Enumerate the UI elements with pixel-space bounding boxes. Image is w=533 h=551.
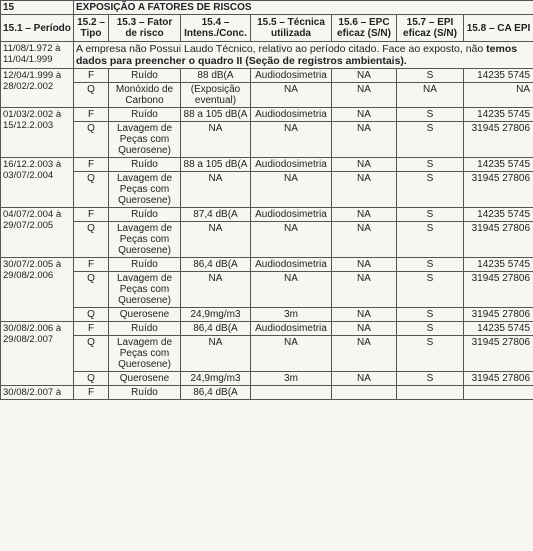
cell-tipo: F: [74, 258, 109, 272]
table-row-partial: [1, 386, 533, 400]
cell-tipo: Q: [74, 222, 109, 258]
cell-epi: S: [397, 108, 464, 122]
column-header-row: [1, 15, 533, 42]
cell-epc: NA: [332, 83, 397, 108]
table-row: [1, 172, 533, 208]
cell-tipo: Q: [74, 172, 109, 208]
col-header-tipo: 15.2 – Tipo: [74, 15, 109, 42]
col-header-intensidade: 15.4 – Intens./Conc.: [181, 15, 251, 42]
cell-intensidade: 88 a 105 dB(A: [181, 158, 251, 172]
cell-tecnica: NA: [251, 83, 332, 108]
note-text-bold: temos dados para preencher o quadro II (Seção de registros ambientais).: [76, 43, 518, 67]
cell-intensidade: NA: [181, 272, 251, 308]
cell-epi: S: [397, 172, 464, 208]
cell-intensidade: 87,4 dB(A: [181, 208, 251, 222]
cell-tipo: Q: [74, 308, 109, 322]
cell-epc: NA: [332, 69, 397, 83]
cell-epc: NA: [332, 372, 397, 386]
note-period: 11/08/1.972 à 11/04/1.999: [1, 42, 74, 69]
cell-intensidade: 88 a 105 dB(A: [181, 108, 251, 122]
cell-ca-epi: 31945 27806: [464, 372, 533, 386]
table-row: [1, 272, 533, 308]
table-row: [1, 322, 533, 336]
cell-periodo: 16/12.2.003 à 03/07/2.004: [1, 158, 74, 208]
cell-epc: NA: [332, 158, 397, 172]
cell-fator: Ruído: [109, 386, 181, 400]
cell-epc: NA: [332, 222, 397, 258]
cell-intensidade: NA: [181, 222, 251, 258]
cell-fator: Monóxido de Carbono: [109, 83, 181, 108]
cell-fator: Ruído: [109, 108, 181, 122]
cell-epi: S: [397, 272, 464, 308]
cell-epi: S: [397, 322, 464, 336]
cell-tecnica: NA: [251, 122, 332, 158]
cell-empty: [397, 386, 464, 400]
cell-epi: S: [397, 308, 464, 322]
cell-epi: S: [397, 336, 464, 372]
cell-fator: Ruído: [109, 258, 181, 272]
cell-ca-epi: 31945 27806: [464, 172, 533, 208]
cell-periodo: 30/07/2.005 à 29/08/2.006: [1, 258, 74, 322]
table-row: [1, 83, 533, 108]
cell-tipo: Q: [74, 83, 109, 108]
table-row: [1, 336, 533, 372]
cell-epc: NA: [332, 172, 397, 208]
cell-epc: NA: [332, 272, 397, 308]
cell-epi: S: [397, 158, 464, 172]
cell-tipo: F: [74, 69, 109, 83]
cell-fator: Ruído: [109, 158, 181, 172]
cell-ca-epi: 14235 5745: [464, 258, 533, 272]
cell-intensidade: 86,4 dB(A: [181, 386, 251, 400]
cell-empty: [251, 386, 332, 400]
cell-tecnica: NA: [251, 222, 332, 258]
cell-ca-epi: 31945 27806: [464, 222, 533, 258]
cell-fator: Lavagem de Peças com Querosene): [109, 272, 181, 308]
cell-tecnica: 3m: [251, 308, 332, 322]
cell-tecnica: NA: [251, 336, 332, 372]
cell-intensidade: 88 dB(A: [181, 69, 251, 83]
cell-fator: Ruído: [109, 322, 181, 336]
cell-ca-epi: 31945 27806: [464, 272, 533, 308]
table-row: [1, 122, 533, 158]
cell-epc: NA: [332, 108, 397, 122]
cell-fator: Ruído: [109, 208, 181, 222]
col-header-ca-epi: 15.8 – CA EPI: [464, 15, 533, 42]
cell-tipo: F: [74, 108, 109, 122]
cell-tipo: F: [74, 322, 109, 336]
cell-ca-epi: 14235 5745: [464, 208, 533, 222]
col-header-epc: 15.6 – EPC eficaz (S/N): [332, 15, 397, 42]
cell-intensidade: 86,4 dB(A: [181, 258, 251, 272]
cell-tecnica: Audiodosimetria: [251, 208, 332, 222]
cell-periodo: 30/08/2.007 à: [1, 386, 74, 400]
cell-epc: NA: [332, 122, 397, 158]
cell-empty: [464, 386, 533, 400]
cell-tipo: F: [74, 208, 109, 222]
cell-ca-epi: 31945 27806: [464, 122, 533, 158]
cell-fator: Lavagem de Peças com Querosene): [109, 336, 181, 372]
section-header-row: [1, 1, 533, 15]
cell-intensidade: NA: [181, 336, 251, 372]
cell-fator: Lavagem de Peças com Querosene): [109, 222, 181, 258]
cell-epc: NA: [332, 208, 397, 222]
cell-tecnica: Audiodosimetria: [251, 158, 332, 172]
col-header-epi: 15.7 – EPI eficaz (S/N): [397, 15, 464, 42]
cell-periodo: 30/08/2.006 à 29/08/2.007: [1, 322, 74, 386]
col-header-fator: 15.3 – Fator de risco: [109, 15, 181, 42]
table-row: [1, 69, 533, 83]
cell-tipo: F: [74, 158, 109, 172]
table-body: [1, 42, 533, 400]
table-row: [1, 372, 533, 386]
cell-intensidade: 86,4 dB(A: [181, 322, 251, 336]
col-header-periodo: 15.1 – Período: [1, 15, 74, 42]
cell-tecnica: 3m: [251, 372, 332, 386]
cell-intensidade: 24,9mg/m3: [181, 372, 251, 386]
cell-fator: Lavagem de Peças com Querosene): [109, 172, 181, 208]
cell-epc: NA: [332, 308, 397, 322]
cell-tecnica: Audiodosimetria: [251, 258, 332, 272]
cell-ca-epi: 14235 5745: [464, 69, 533, 83]
cell-tecnica: Audiodosimetria: [251, 108, 332, 122]
cell-epi: S: [397, 258, 464, 272]
cell-fator: Lavagem de Peças com Querosene): [109, 122, 181, 158]
cell-fator: Ruído: [109, 69, 181, 83]
cell-periodo: 12/04/1.999 à 28/02/2.002: [1, 69, 74, 108]
section-title: EXPOSIÇÃO A FATORES DE RISCOS: [74, 1, 533, 15]
cell-fator: Querosene: [109, 372, 181, 386]
cell-ca-epi: 14235 5745: [464, 108, 533, 122]
cell-epc: NA: [332, 336, 397, 372]
table-row: [1, 158, 533, 172]
cell-tecnica: Audiodosimetria: [251, 69, 332, 83]
cell-tecnica: NA: [251, 272, 332, 308]
cell-epi: S: [397, 69, 464, 83]
cell-epc: NA: [332, 258, 397, 272]
cell-intensidade: NA: [181, 172, 251, 208]
cell-tipo: Q: [74, 372, 109, 386]
cell-periodo: 01/03/2.002 à 15/12.2.003: [1, 108, 74, 158]
cell-epi: S: [397, 372, 464, 386]
cell-ca-epi: 14235 5745: [464, 322, 533, 336]
cell-periodo: 04/07/2.004 à 29/07/2.005: [1, 208, 74, 258]
cell-epi: S: [397, 222, 464, 258]
cell-empty: [332, 386, 397, 400]
cell-ca-epi: 14235 5745: [464, 158, 533, 172]
note-text: [74, 42, 533, 69]
cell-intensidade: 24,9mg/m3: [181, 308, 251, 322]
section-number: 15: [1, 1, 74, 15]
cell-epc: NA: [332, 322, 397, 336]
table-row: [1, 258, 533, 272]
cell-intensidade: NA: [181, 122, 251, 158]
table-row: [1, 308, 533, 322]
cell-fator: Querosene: [109, 308, 181, 322]
cell-tecnica: NA: [251, 172, 332, 208]
cell-ca-epi: NA: [464, 83, 533, 108]
cell-epi: S: [397, 208, 464, 222]
table-row: [1, 222, 533, 258]
cell-epi: S: [397, 122, 464, 158]
table-row: [1, 208, 533, 222]
cell-intensidade: (Exposição eventual): [181, 83, 251, 108]
cell-epi: NA: [397, 83, 464, 108]
col-header-tecnica: 15.5 – Técnica utilizada: [251, 15, 332, 42]
cell-ca-epi: 31945 27806: [464, 308, 533, 322]
note-row: [1, 42, 533, 69]
cell-tipo: Q: [74, 272, 109, 308]
table-row: [1, 108, 533, 122]
cell-tipo: F: [74, 386, 109, 400]
cell-tipo: Q: [74, 336, 109, 372]
cell-tipo: Q: [74, 122, 109, 158]
cell-ca-epi: 31945 27806: [464, 336, 533, 372]
cell-tecnica: Audiodosimetria: [251, 322, 332, 336]
note-text-normal: A empresa não Possui Laudo Técnico, relativo ao período citado. Face ao exposto, não: [76, 43, 487, 55]
